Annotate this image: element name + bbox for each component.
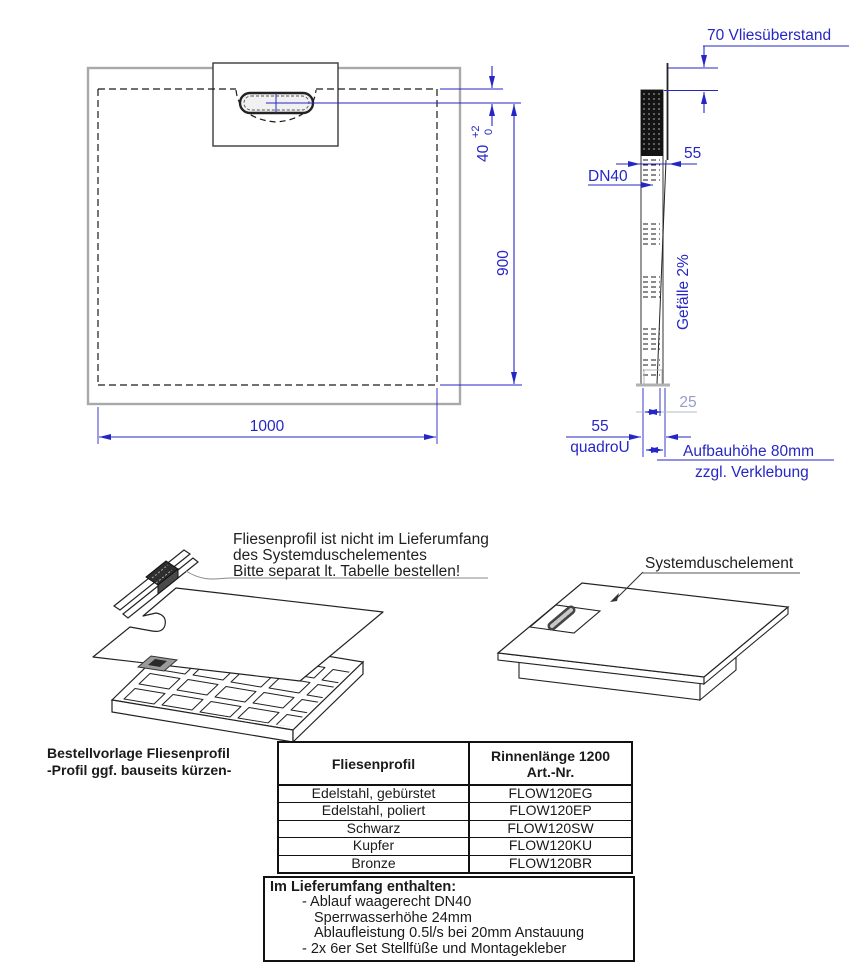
note-line3: Bitte separat lt. Tabelle bestellen! [233,563,461,580]
scope-item: Sperrwasserhöhe 24mm [314,909,472,926]
fleece-dim-lines [664,46,849,113]
dim-900-label [495,250,512,276]
order-title-line2: -Profil ggf. bauseits kürzen- [47,762,232,778]
product-label: quadroU [570,439,630,456]
dim-offset-text: 40 [475,144,492,162]
table-header-artnr [470,743,631,784]
tolerance-plus: +2 [470,125,482,138]
order-title-line1: Bestellvorlage Fliesenprofil [47,745,230,761]
dim-height-text: 900 [495,250,512,276]
bottom-extension-lines [643,388,665,457]
dim-40-label [470,125,495,162]
artnr-cell: FLOW120EG [508,786,593,801]
table-header-row [279,743,631,786]
scope-item: - 2x 6er Set Stellfüße und Montagekleber [302,940,567,957]
exploded-view [93,531,489,742]
scope-title: Im Lieferumfang enthalten: [270,879,457,895]
table-row [279,786,631,803]
order-table [277,741,633,874]
note-line1: Fliesenprofil ist nicht im Lieferumfang [233,531,489,548]
scope-of-delivery-box [263,876,635,962]
tolerance-minus: 0 [483,128,495,135]
profil-cell: Edelstahl, poliert [279,803,470,819]
dim-55top-text: 55 [684,145,702,162]
profil-cell: Edelstahl, gebürstet [279,786,470,802]
note-line2: des Systemduschelementes [233,547,427,564]
table-row [279,856,631,872]
slope-label: Gefälle 2% [675,254,692,330]
fleece-overhang-label: 70 Vliesüberstand [707,27,832,44]
slope-label-group [675,254,692,330]
iso-view [498,555,800,700]
profil-cell: Kupfer [279,838,470,854]
table-header-artnr-line1: Rinnenlänge 1200 [490,747,611,764]
artnr-cell: FLOW120SW [507,820,594,836]
iso-label: Systemduschelement [645,555,794,572]
table-row [279,821,631,838]
table-header-profil: Fliesenprofil [279,743,470,784]
side-view [566,27,849,481]
table-row [279,803,631,820]
profil-cell: Schwarz [279,821,470,837]
profil-cell: Bronze [279,856,470,872]
plan-view [88,63,522,444]
dim-25-text: 25 [679,394,697,411]
artnr-cell: FLOW120KU [508,838,593,854]
dim-width-text: 1000 [249,418,285,435]
table-row [279,838,631,855]
height-note: zzgl. Verklebung [695,464,809,481]
artnr-cell: FLOW120BR [508,855,593,871]
scope-item: - Ablauf waagerecht DN40 [302,894,472,911]
order-title [47,745,231,779]
dim-55bottom-text: 55 [591,418,609,435]
artnr-cell: FLOW120EP [509,803,592,819]
height-label: Aufbauhöhe 80mm [683,443,814,460]
table-header-artnr-line2: Art.-Nr. [526,763,575,780]
drain-size-label: DN40 [588,168,628,185]
scope-item: Ablaufleistung 0.5l/s bei 20mm Anstauung [314,925,585,942]
